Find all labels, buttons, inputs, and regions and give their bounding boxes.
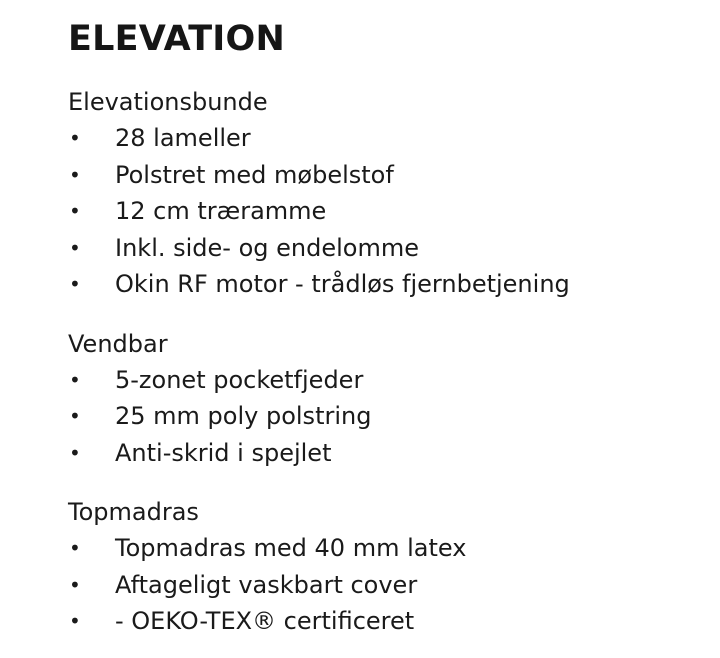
list-item [68,398,708,435]
list-item [68,230,708,267]
bullet-icon: • [69,272,81,296]
section-topmadras [68,494,708,640]
list-item-text: Okin RF motor - trådløs fjernbetjening [115,270,570,298]
feature-list [68,530,708,640]
feature-list [68,120,708,303]
bullet-icon: • [69,235,81,260]
list-item-text: Inkl. side- og endelomme [115,233,419,262]
list-item [68,362,708,399]
list-item-text: Aftageligt vaskbart cover [115,570,418,599]
feature-list [68,362,708,472]
list-item [68,266,708,303]
bullet-icon: • [69,162,81,187]
list-item-text: Anti-skrid i spejlet [115,438,332,467]
bullet-icon: • [69,572,81,597]
section-heading: Elevationsbunde [68,88,268,116]
list-item [68,530,708,567]
list-item-text: 25 mm poly polstring [115,402,372,430]
bullet-icon: • [69,440,81,465]
bullet-icon: • [69,126,81,150]
list-item [68,567,708,604]
list-item [68,603,708,640]
list-item [68,435,708,472]
list-item-text: Topmadras med 40 mm latex [115,534,467,562]
bullet-icon: • [69,536,81,560]
section-elevationsbunde [68,84,708,303]
list-item-text: Polstret med møbelstof [115,160,394,189]
list-item [68,120,708,157]
section-vendbar [68,326,708,472]
list-item [68,193,708,230]
section-heading: Topmadras [68,498,199,526]
spec-document [68,18,708,640]
section-heading: Vendbar [68,329,168,358]
bullet-icon: • [69,609,81,633]
bullet-icon: • [69,404,81,428]
bullet-icon: • [69,199,81,223]
list-item-text: 28 lameller [115,124,251,152]
list-item-text: 12 cm træramme [115,197,327,225]
bullet-icon: • [69,367,81,392]
list-item-text: 5-zonet pocketfjeder [115,365,364,394]
list-item-text: - OEKO-TEX® certificeret [115,607,415,635]
page-title: ELEVATION [68,19,285,59]
list-item [68,157,708,194]
